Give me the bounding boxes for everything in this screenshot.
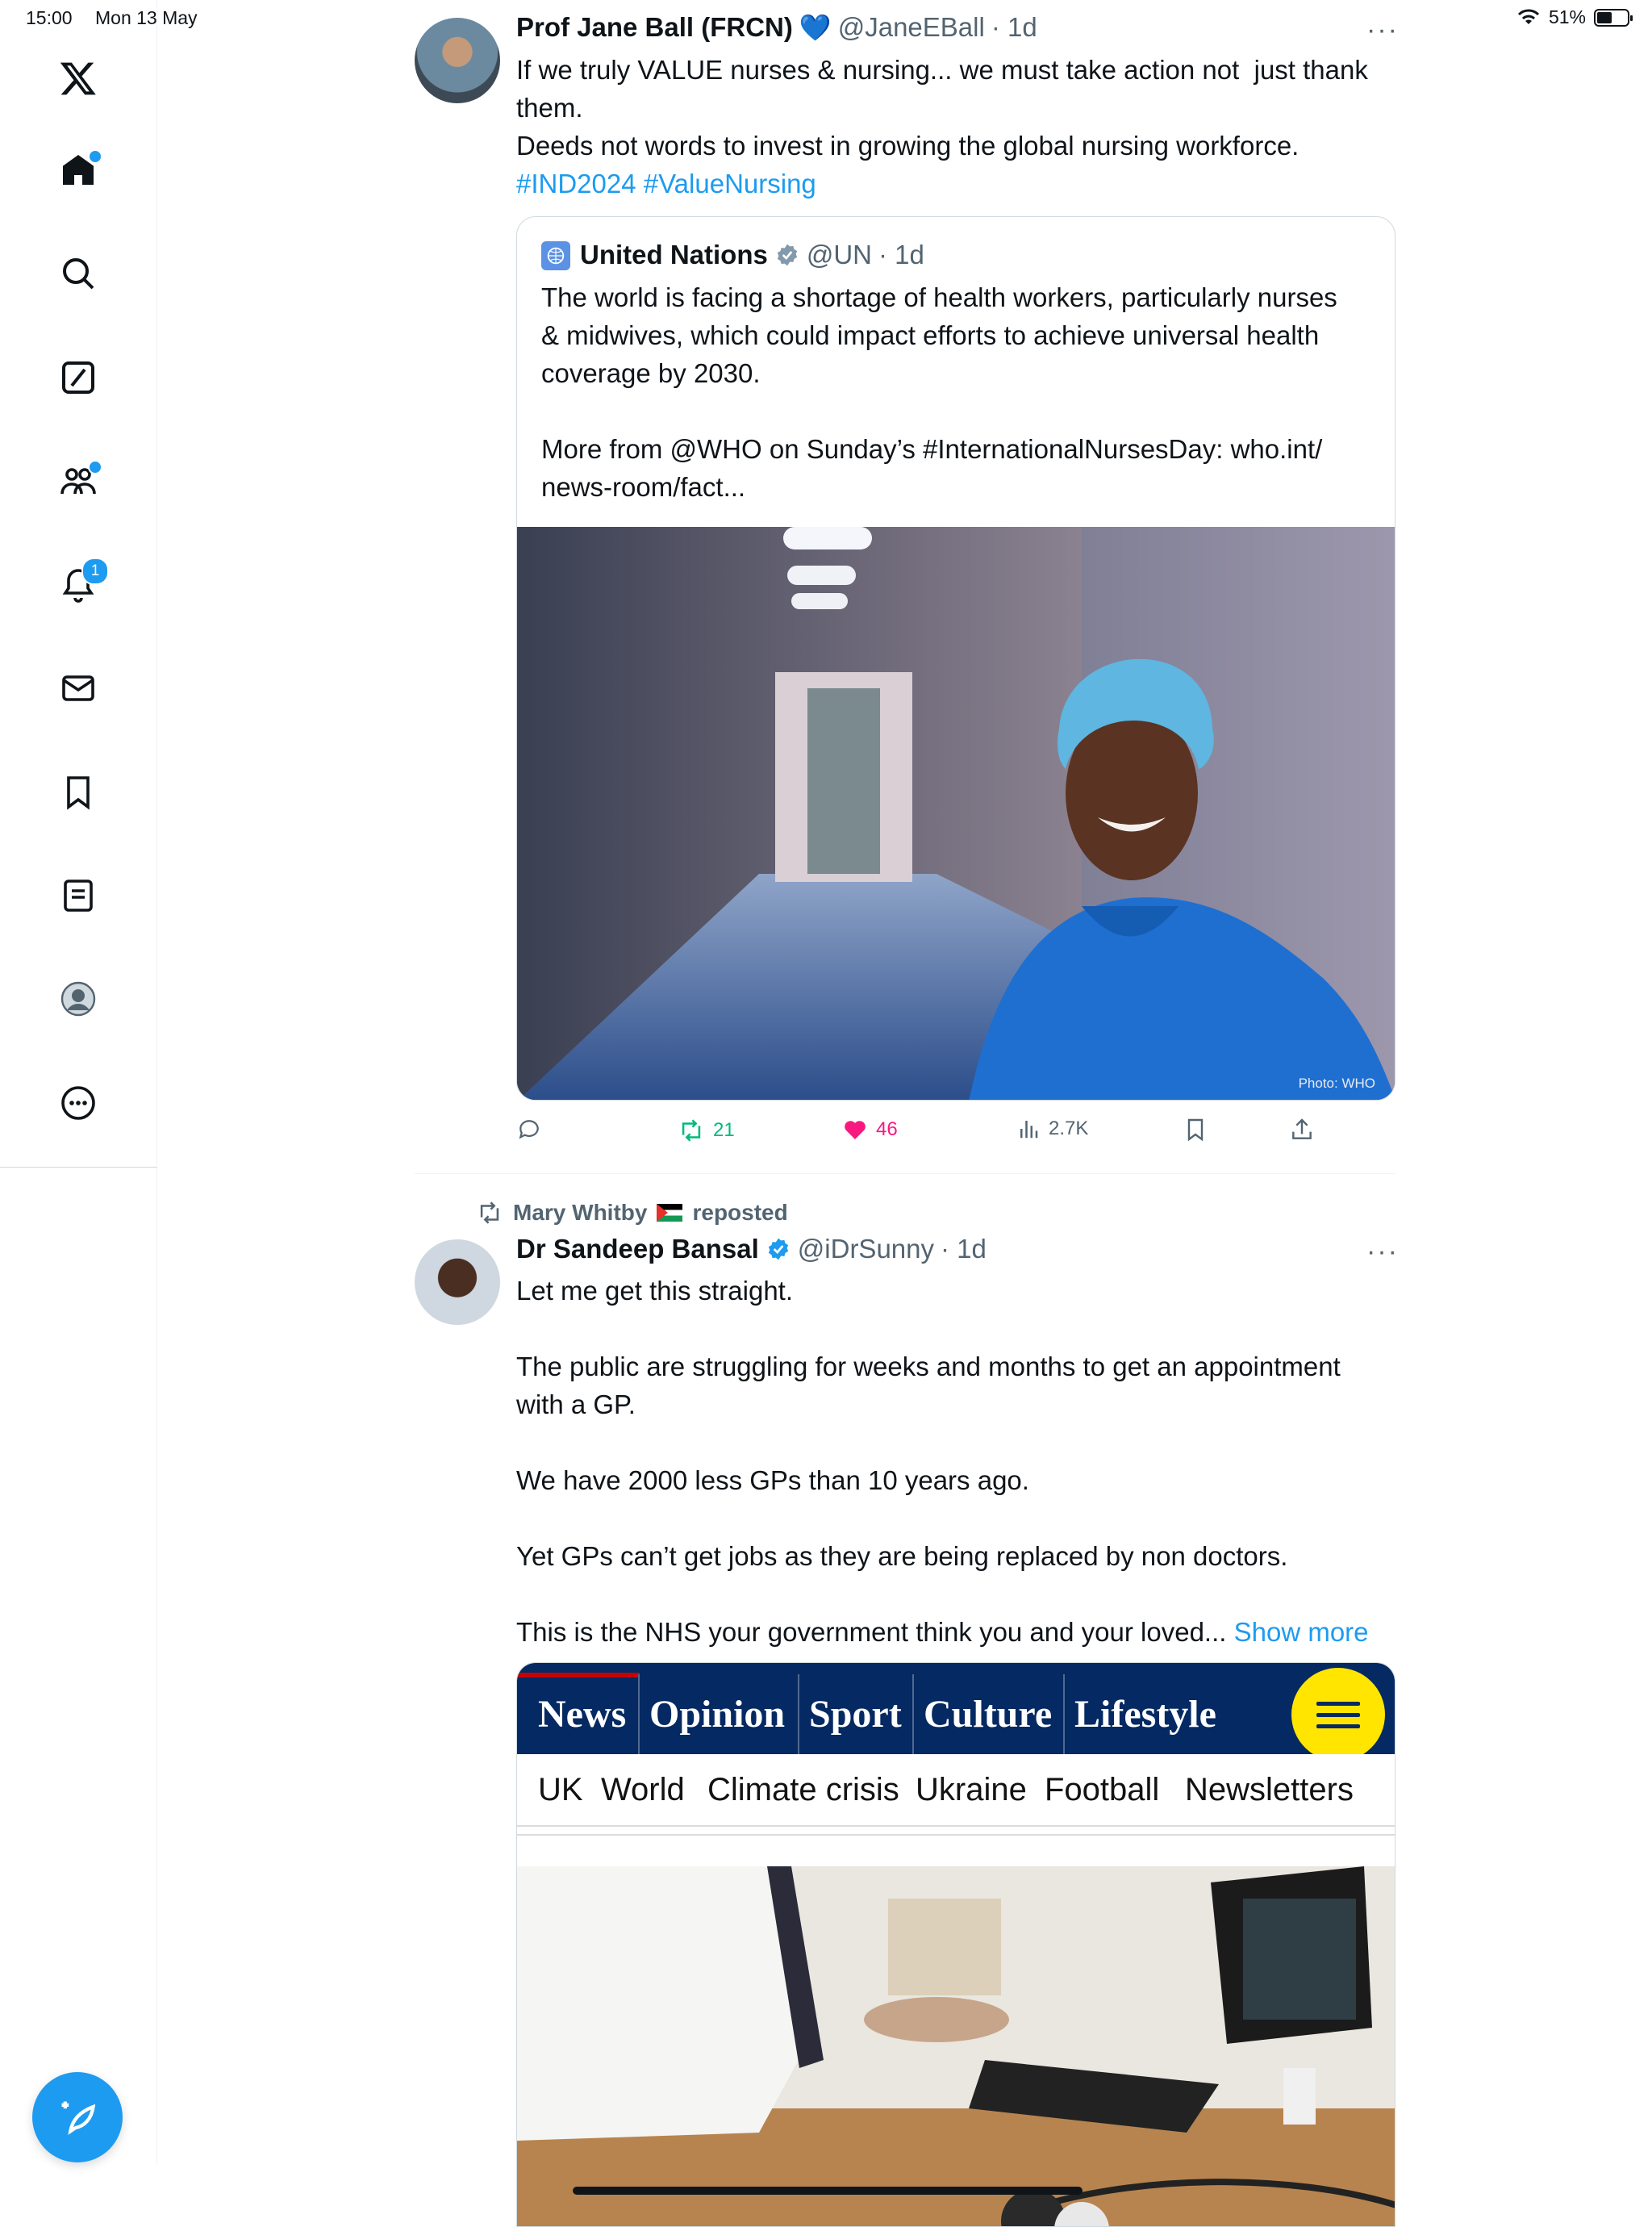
photo-illustration (517, 527, 1395, 1101)
guardian-subnav (517, 1754, 1395, 1827)
reposter-name[interactable]: Mary Whitby (513, 1200, 648, 1225)
heart-filled-icon (842, 1117, 868, 1143)
link-preview-card[interactable] (516, 1662, 1395, 2227)
guardian-nav (517, 1663, 1395, 1754)
bookmark-icon (59, 773, 98, 812)
bookmark-button[interactable] (1183, 1117, 1208, 1143)
guardian-tab-sport: Sport (798, 1674, 902, 1755)
notification-badge: 1 (81, 558, 109, 585)
retweet-count: 21 (713, 1119, 735, 1141)
verified-gray-icon (774, 242, 800, 268)
sidebar-item-bookmarks[interactable] (46, 760, 111, 825)
x-logo-icon[interactable] (46, 46, 111, 111)
share-button[interactable] (1289, 1117, 1315, 1143)
reposted-label: reposted (692, 1200, 788, 1225)
quote-handle: @UN (806, 240, 873, 269)
views-button[interactable] (1016, 1117, 1088, 1141)
sidebar-item-communities[interactable] (46, 449, 111, 513)
subnav-ukraine: Ukraine (916, 1772, 1027, 1807)
tweet-body: If we truly VALUE nurses & nursing... we must take action not just thank them. Deeds not words to invest in growing the global nursing workforce. (516, 55, 1368, 161)
subnav-football: Football (1045, 1772, 1160, 1807)
mail-icon (59, 669, 98, 708)
wifi-icon (1516, 8, 1541, 27)
home-unread-dot (88, 149, 102, 164)
guardian-tab-news: News (538, 1693, 627, 1736)
profile-avatar-icon (59, 980, 98, 1018)
retweet-icon (678, 1117, 705, 1144)
sidebar-item-profile[interactable] (46, 967, 111, 1031)
tweet-time[interactable]: · 1d (941, 1234, 987, 1264)
subnav-uk: UK (538, 1772, 583, 1807)
retweet-button[interactable] (678, 1117, 735, 1144)
show-more-link[interactable]: Show more (1233, 1617, 1369, 1647)
subnav-world: World (601, 1772, 685, 1807)
views-count: 2.7K (1049, 1118, 1089, 1139)
quote-header (580, 240, 924, 270)
tweet-text (516, 51, 1395, 203)
verified-badge-icon (766, 1236, 791, 1262)
repost-context (476, 1199, 788, 1226)
quote-text: The world is facing a shortage of health workers, particularly nurses & midwives, which could impact efforts to achieve universal health coverage by 2030. More from @WHO on Sunday’s #InternationalNursesDay: who.int/ news-room/fact... (541, 282, 1337, 502)
more-options-icon[interactable]: ··· (1366, 1236, 1399, 1267)
article-photo (517, 1866, 1395, 2227)
compose-feather-icon (56, 2096, 98, 2138)
reply-button[interactable] (516, 1117, 542, 1143)
guardian-tab-culture: Culture (912, 1674, 1052, 1755)
list-icon (59, 876, 98, 915)
guardian-tab-lifestyle: Lifestyle (1063, 1674, 1216, 1755)
battery-percent: 51% (1548, 6, 1586, 27)
search-icon (59, 254, 98, 293)
grok-icon (59, 358, 98, 397)
sidebar-item-grok[interactable] (46, 345, 111, 410)
views-chart-icon (1016, 1117, 1041, 1141)
like-count: 46 (876, 1118, 898, 1140)
more-options-icon[interactable]: ··· (1366, 15, 1399, 45)
communities-unread-dot (88, 460, 102, 474)
reply-icon (516, 1117, 542, 1143)
palestine-flag-icon (657, 1204, 682, 1222)
tweet-header (516, 12, 1037, 43)
author-name[interactable]: Dr Sandeep Bansal (516, 1234, 759, 1264)
nurse-photo[interactable] (517, 527, 1395, 1101)
status-date: Mon 13 May (95, 7, 198, 28)
tweet-time[interactable]: · 1d (991, 12, 1037, 42)
tweet-header (516, 1234, 987, 1264)
compose-post-button[interactable] (32, 2072, 123, 2162)
status-time: 15:00 (26, 7, 73, 28)
sidebar-item-messages[interactable] (46, 656, 111, 721)
photo-credit: Photo: WHO (1298, 1076, 1375, 1091)
sidebar-item-more[interactable] (46, 1071, 111, 1135)
quote-author-name: United Nations (580, 240, 768, 269)
tweet-actions (516, 1117, 1323, 1149)
bookmark-icon (1183, 1117, 1208, 1143)
tweet-hashtags[interactable]: #IND2024 #ValueNursing (516, 169, 816, 198)
author-name[interactable]: Prof Jane Ball (FRCN) (516, 12, 793, 42)
blue-heart-icon: 💙 (799, 13, 832, 42)
status-indicators (1516, 6, 1629, 28)
tweet-divider (415, 1173, 1395, 1174)
sidebar-item-explore[interactable] (46, 241, 111, 306)
tweet-body: Let me get this straight. The public are struggling for weeks and months to get an appointment with a GP. We have 2000 less GPs than 10 years ago. Yet GPs can’t get jobs as they are being replaced by non doctors. This is the NHS your government think you and your loved... (516, 1276, 1341, 1647)
menu-hamburger-icon (1291, 1668, 1385, 1761)
quote-time: · 1d (878, 240, 924, 269)
avatar[interactable] (415, 1239, 500, 1325)
sidebar (0, 39, 157, 1168)
guardian-tab-opinion: Opinion (638, 1674, 785, 1755)
more-circle-icon (59, 1084, 98, 1122)
quoted-tweet[interactable] (516, 216, 1395, 1101)
share-icon (1289, 1117, 1315, 1143)
un-logo-icon (541, 241, 570, 270)
sidebar-item-home[interactable] (46, 138, 111, 203)
sidebar-item-notifications[interactable] (46, 553, 111, 617)
retweet-icon (476, 1199, 503, 1226)
subnav-climate: Climate crisis (707, 1772, 899, 1807)
gp-desk-illustration (517, 1866, 1395, 2227)
subnav-newsletters: Newsletters (1185, 1772, 1354, 1807)
like-button[interactable] (842, 1117, 898, 1143)
battery-icon (1594, 9, 1629, 27)
tweet-text (516, 1272, 1412, 1651)
avatar[interactable] (415, 18, 500, 103)
sidebar-item-lists[interactable] (46, 863, 111, 928)
author-handle[interactable]: @iDrSunny (797, 1234, 935, 1264)
home-indicator (573, 2187, 1083, 2195)
author-handle[interactable]: @JaneEBall (837, 12, 985, 42)
